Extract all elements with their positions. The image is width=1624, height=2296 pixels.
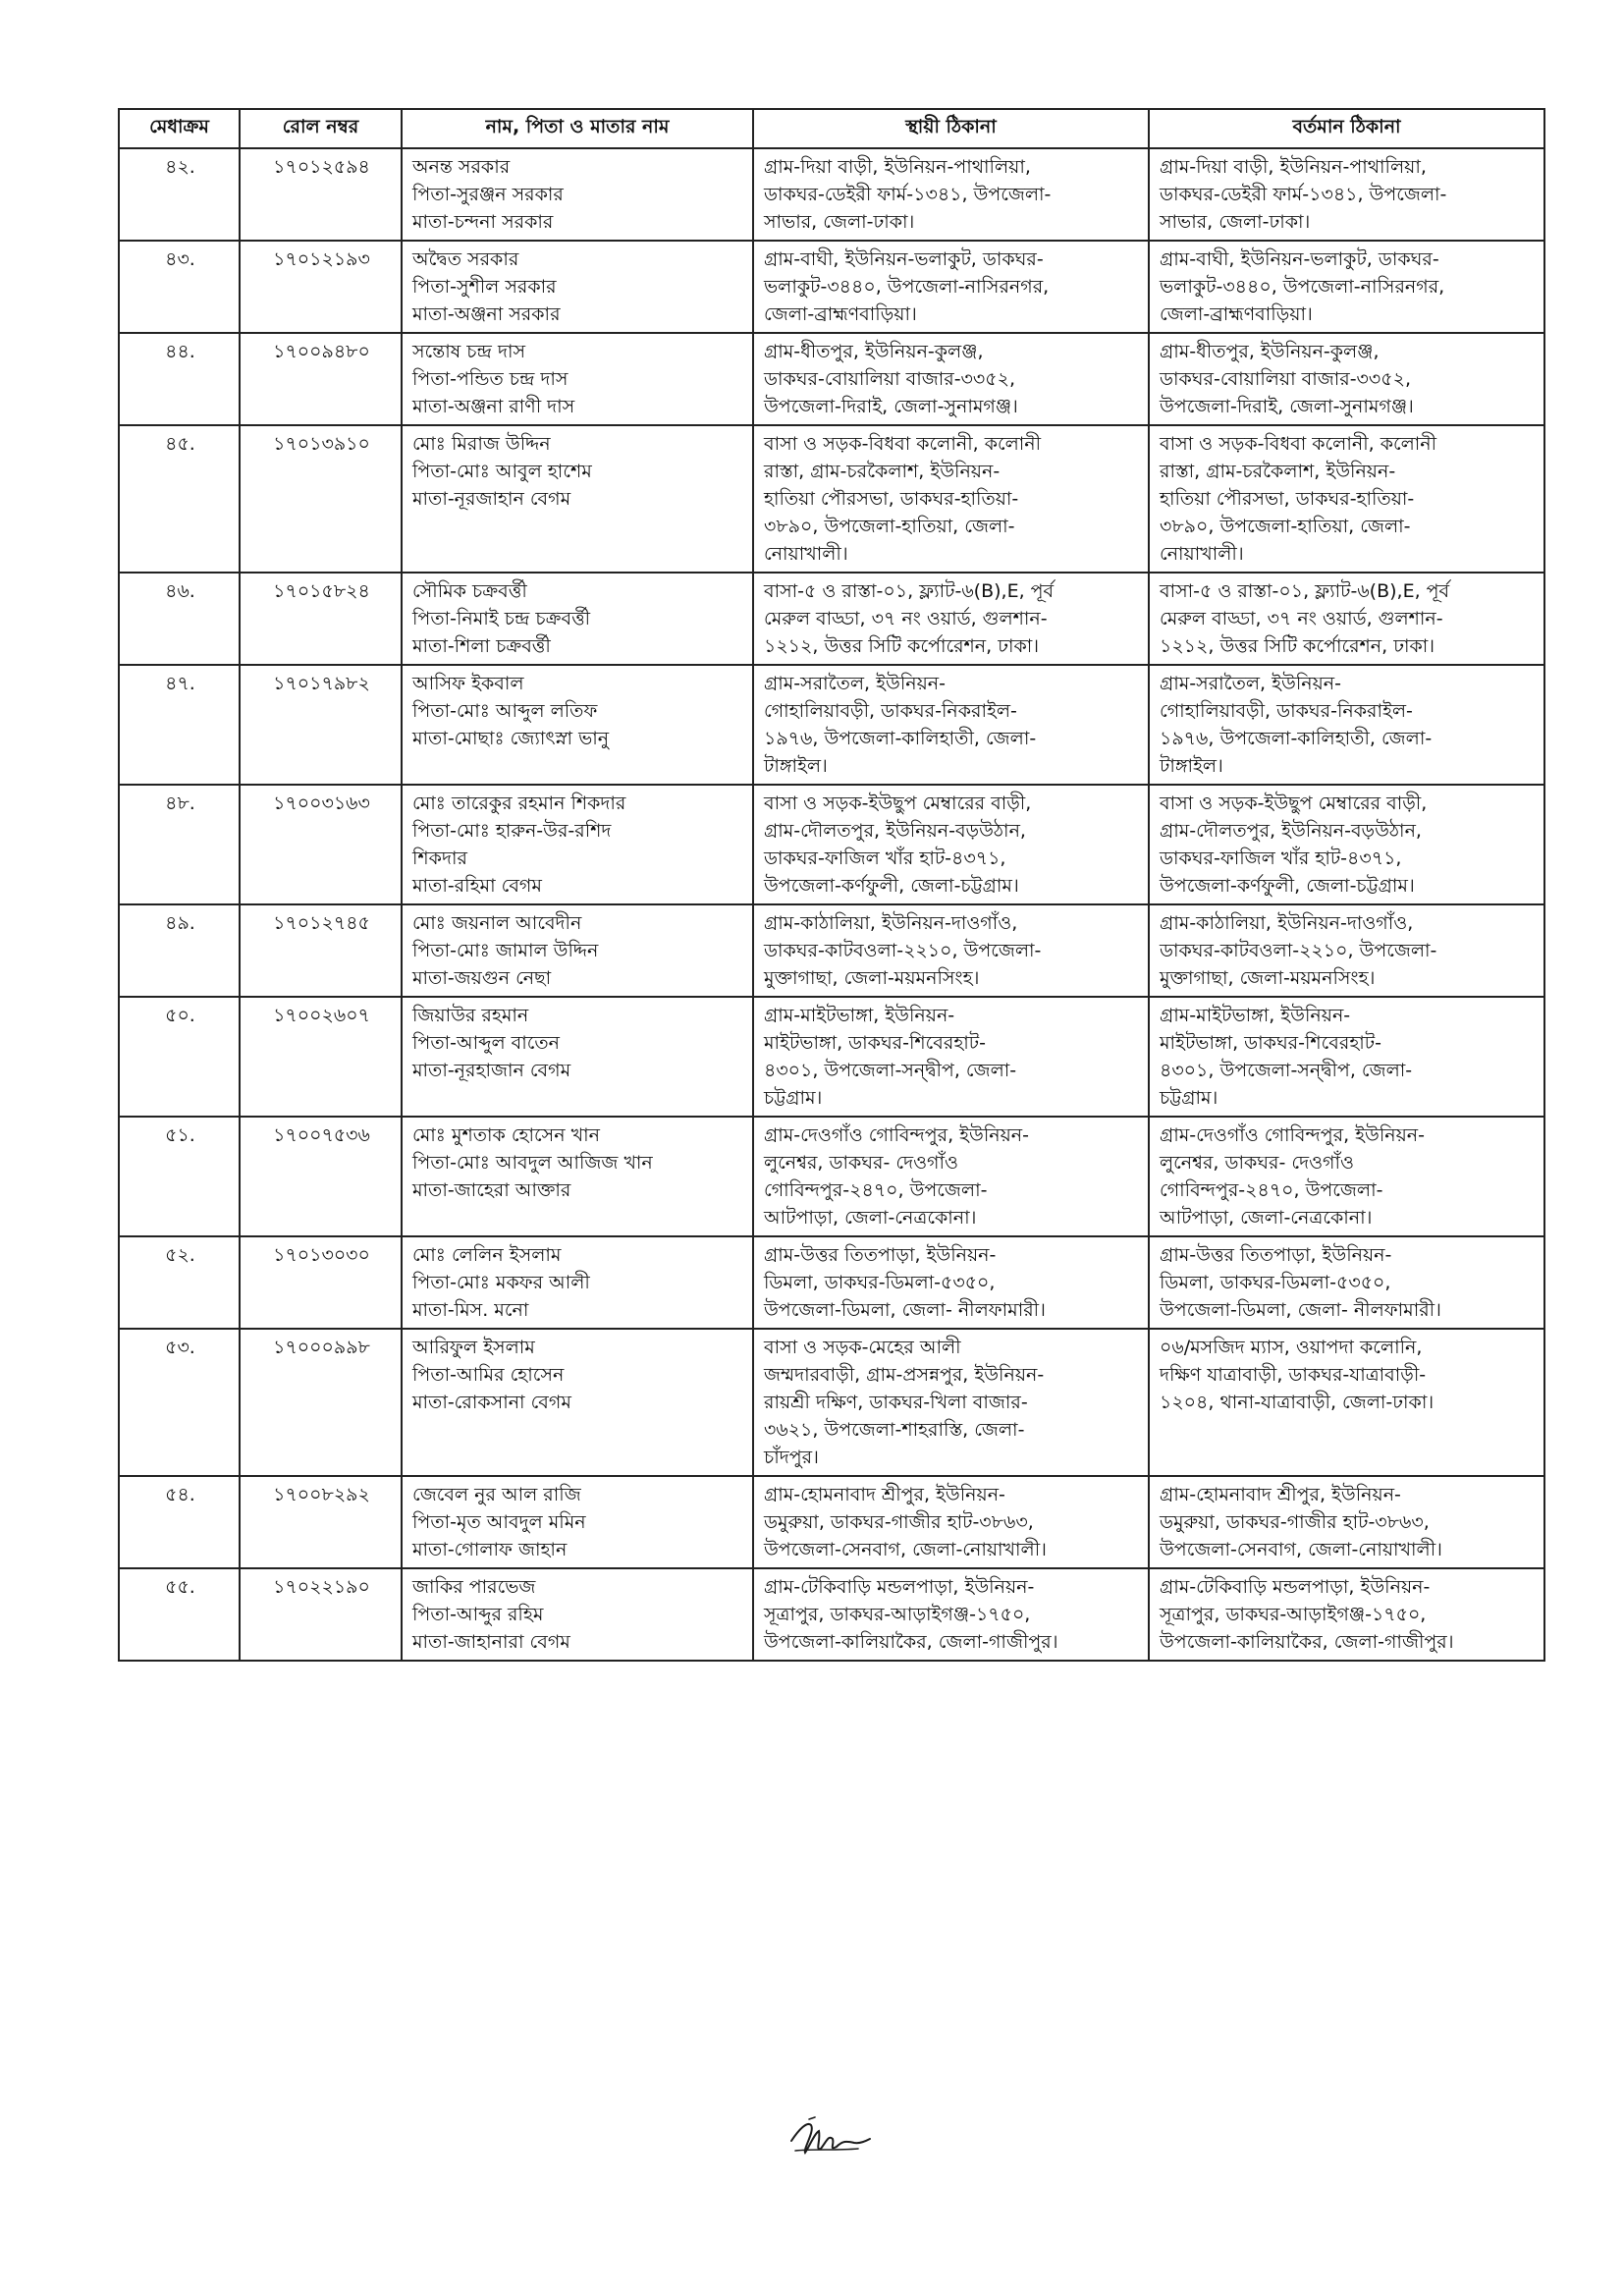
table-row <box>119 1476 1544 1568</box>
address-line: রাস্তা, গ্রাম-চরকৈলাশ, ইউনিয়ন- <box>1160 461 1396 482</box>
permanent-address-cell <box>753 1117 1149 1236</box>
name-line: পিতা-মোঃ আবদুল আজিজ খান <box>412 1152 653 1174</box>
address-line: গ্রাম-সরাতৈল, ইউনিয়ন- <box>764 673 946 694</box>
address-line: ডাকঘর-বোয়ালিয়া বাজার-৩৩৫২, <box>1160 368 1411 390</box>
name-line: মাতা-শিলা চক্রবর্ত্তী <box>412 635 551 657</box>
name-cell <box>402 785 753 904</box>
name-cell <box>402 425 753 573</box>
name-line: মাতা-নূরহাজান বেগম <box>412 1060 571 1081</box>
table-row <box>119 333 1544 425</box>
merit-number: ৪৮. <box>119 785 240 904</box>
name-cell <box>402 1117 753 1236</box>
address-line: ডাকঘর-ফাজিল খাঁর হাট-৪৩৭১, <box>1160 847 1402 869</box>
name-cell <box>402 1568 753 1661</box>
table-row <box>119 148 1544 241</box>
name-line: মাতা-মিস. মনো <box>412 1299 529 1321</box>
table-row <box>119 1236 1544 1329</box>
present-address-cell <box>1149 1329 1544 1476</box>
name-line: পিতা-আমির হোসেন <box>412 1364 565 1386</box>
address-line: বাসা-৫ ও রাস্তা-০১, ফ্ল্যাট-৬(B),E, পূর্ব <box>1160 580 1450 602</box>
address-line: গ্রাম-সরাতৈল, ইউনিয়ন- <box>1160 673 1341 694</box>
roll-number: ১৭০০৭৫৩৬ <box>240 1117 402 1236</box>
address-line: গ্রাম-দেওগাঁও গোবিন্দপুর, ইউনিয়ন- <box>1160 1124 1426 1146</box>
name-line: পিতা-মোঃ মকফর আলী <box>412 1272 590 1293</box>
address-line: মাইটভাঙ্গা, ডাকঘর-শিবেরহাট- <box>764 1032 987 1054</box>
address-line: গ্রাম-ধীতপুর, ইউনিয়ন-কুলঞ্জ, <box>764 341 984 362</box>
present-address-cell <box>1149 333 1544 425</box>
address-line: ৩৮৯০, উপজেলা-হাতিয়া, জেলা- <box>764 516 1015 537</box>
address-line: উপজেলা-ডিমলা, জেলা- নীলফামারী। <box>764 1299 1046 1321</box>
roll-number: ১৭০১৫৮২৪ <box>240 573 402 665</box>
roll-number: ১৭০০২৬০৭ <box>240 997 402 1117</box>
address-line: ভলাকুট-৩৪৪০, উপজেলা-নাসিরনগর, <box>1160 276 1445 298</box>
address-line: উপজেলা-দিরাই, জেলা-সুনামগঞ্জ। <box>1160 396 1414 417</box>
address-line: ডাকঘর-ফাজিল খাঁর হাট-৪৩৭১, <box>764 847 1006 869</box>
name-line: পিতা-সুশীল সরকার <box>412 276 557 298</box>
address-line: সূত্রাপুর, ডাকঘর-আড়াইগঞ্জ-১৭৫০, <box>1160 1604 1427 1625</box>
permanent-address-cell <box>753 333 1149 425</box>
address-line: দক্ষিণ যাত্রাবাড়ী, ডাকঘর-যাত্রাবাড়ী- <box>1160 1364 1427 1386</box>
name-cell <box>402 904 753 997</box>
address-line: গ্রাম-মাইটভাঙ্গা, ইউনিয়ন- <box>764 1005 955 1026</box>
name-line: মোঃ জয়নাল আবেদীন <box>412 912 582 934</box>
roll-number: ১৭০১২৭৪৫ <box>240 904 402 997</box>
name-cell <box>402 573 753 665</box>
address-line: সাভার, জেলা-ঢাকা। <box>1160 211 1311 233</box>
name-line: জাকির পারভেজ <box>412 1576 536 1598</box>
address-line: উপজেলা-কর্ণফুলী, জেলা-চট্টগ্রাম। <box>1160 875 1415 897</box>
name-cell <box>402 665 753 785</box>
name-line: মোঃ মুশতাক হোসেন খান <box>412 1124 600 1146</box>
merit-list-page <box>118 108 1543 1662</box>
table-body <box>119 148 1544 1661</box>
table-row <box>119 1329 1544 1476</box>
address-line: মুক্তাগাছা, জেলা-ময়মনসিংহ। <box>764 967 980 989</box>
address-line: বাসা ও সড়ক-বিধবা কলোনী, কলোনী <box>764 433 1042 455</box>
address-line: গ্রাম-দেওগাঁও গোবিন্দপুর, ইউনিয়ন- <box>764 1124 1030 1146</box>
name-line: পিতা-আব্দুর রহিম <box>412 1604 544 1625</box>
address-line: ভলাকুট-৩৪৪০, উপজেলা-নাসিরনগর, <box>764 276 1050 298</box>
permanent-address-cell <box>753 997 1149 1117</box>
name-line: অনন্ত সরকার <box>412 156 511 178</box>
roll-number: ১৭০০৮২৯২ <box>240 1476 402 1568</box>
present-address-cell <box>1149 1476 1544 1568</box>
name-line: শিকদার <box>412 847 467 869</box>
address-line: ডাকঘর-বোয়ালিয়া বাজার-৩৩৫২, <box>764 368 1015 390</box>
name-cell <box>402 333 753 425</box>
table-row <box>119 241 1544 333</box>
name-cell <box>402 1476 753 1568</box>
address-line: জেলা-ব্রাহ্মণবাড়িয়া। <box>1160 303 1313 325</box>
address-line: ডমুরুয়া, ডাকঘর-গাজীর হাট-৩৮৬৩, <box>764 1511 1034 1533</box>
address-line: ৪৩০১, উপজেলা-সন্দ্বীপ, জেলা- <box>764 1060 1017 1081</box>
address-line: নোয়াখালী। <box>764 543 848 565</box>
header-name: নাম, পিতা ও মাতার নাম <box>402 109 753 148</box>
address-line: উপজেলা-কর্ণফুলী, জেলা-চট্টগ্রাম। <box>764 875 1019 897</box>
address-line: মেরুল বাড্ডা, ৩৭ নং ওয়ার্ড, গুলশান- <box>1160 608 1443 629</box>
address-line: গ্রাম-উত্তর তিতপাড়া, ইউনিয়ন- <box>1160 1244 1392 1266</box>
address-line: ডাকঘর-কাটবওলা-২২১০, উপজেলা- <box>764 940 1042 961</box>
address-line: উপজেলা-কালিয়াকৈর, জেলা-গাজীপুর। <box>1160 1631 1454 1653</box>
table-header <box>119 109 1544 148</box>
name-line: মাতা-অঞ্জনা সরকার <box>412 303 561 325</box>
address-line: গোবিন্দপুর-২৪৭০, উপজেলা- <box>764 1179 988 1201</box>
address-line: উপজেলা-কালিয়াকৈর, জেলা-গাজীপুর। <box>764 1631 1058 1653</box>
merit-number: ৫৫. <box>119 1568 240 1661</box>
present-address-cell <box>1149 1568 1544 1661</box>
name-line: পিতা-মোঃ হারুন-উর-রশিদ <box>412 820 612 842</box>
name-line: মাতা-অঞ্জনা রাণী দাস <box>412 396 575 417</box>
address-line: ডাকঘর-ডেইরী ফার্ম-১৩৪১, উপজেলা- <box>764 184 1052 205</box>
name-line: মাতা-চন্দনা সরকার <box>412 211 554 233</box>
address-line: সাভার, জেলা-ঢাকা। <box>764 211 915 233</box>
header-merit: মেধাক্রম <box>119 109 240 148</box>
merit-number: ৪৩. <box>119 241 240 333</box>
merit-list-table <box>118 108 1545 1662</box>
roll-number: ১৭০১২১৯৩ <box>240 241 402 333</box>
roll-number: ১৭০০০৯৯৮ <box>240 1329 402 1476</box>
address-line: গ্রাম-দিয়া বাড়ী, ইউনিয়ন-পাথালিয়া, <box>1160 156 1427 178</box>
permanent-address-cell <box>753 1236 1149 1329</box>
address-line: ১২০৪, থানা-যাত্রাবাড়ী, জেলা-ঢাকা। <box>1160 1392 1435 1413</box>
address-line: আটপাড়া, জেলা-নেত্রকোনা। <box>764 1207 977 1229</box>
roll-number: ১৭০০৯৪৮০ <box>240 333 402 425</box>
address-line: গ্রাম-টেকিবাড়ি মন্ডলপাড়া, ইউনিয়ন- <box>1160 1576 1431 1598</box>
address-line: গোবিন্দপুর-২৪৭০, উপজেলা- <box>1160 1179 1383 1201</box>
address-line: গ্রাম-উত্তর তিতপাড়া, ইউনিয়ন- <box>764 1244 997 1266</box>
merit-number: ৪৪. <box>119 333 240 425</box>
address-line: গ্রাম-মাইটভাঙ্গা, ইউনিয়ন- <box>1160 1005 1351 1026</box>
present-address-cell <box>1149 785 1544 904</box>
address-line: ১৯৭৬, উপজেলা-কালিহাতী, জেলা- <box>1160 728 1433 749</box>
name-line: মাতা-মোছাঃ জ্যোৎস্না ভানু <box>412 728 610 749</box>
name-line: আরিফুল ইসলাম <box>412 1337 535 1358</box>
name-line: পিতা-নিমাই চন্দ্র চক্রবর্ত্তী <box>412 608 591 629</box>
permanent-address-cell <box>753 241 1149 333</box>
roll-number: ১৭০১৭৯৮২ <box>240 665 402 785</box>
table-row <box>119 997 1544 1117</box>
present-address-cell <box>1149 997 1544 1117</box>
table-row <box>119 425 1544 573</box>
address-line: রাস্তা, গ্রাম-চরকৈলাশ, ইউনিয়ন- <box>764 461 1001 482</box>
address-line: ৩৬২১, উপজেলা-শাহরাস্তি, জেলা- <box>764 1419 1025 1441</box>
address-line: মেরুল বাড্ডা, ৩৭ নং ওয়ার্ড, গুলশান- <box>764 608 1048 629</box>
merit-number: ৪২. <box>119 148 240 241</box>
name-cell <box>402 148 753 241</box>
present-address-cell <box>1149 573 1544 665</box>
permanent-address-cell <box>753 1568 1149 1661</box>
name-line: পিতা-মোঃ জামাল উদ্দিন <box>412 940 599 961</box>
name-line: সন্তোষ চন্দ্র দাস <box>412 341 526 362</box>
address-line: মুক্তাগাছা, জেলা-ময়মনসিংহ। <box>1160 967 1376 989</box>
permanent-address-cell <box>753 665 1149 785</box>
table-row <box>119 573 1544 665</box>
name-line: মোঃ তারেকুর রহমান শিকদার <box>412 793 626 814</box>
address-line: গোহালিয়াবড়ী, ডাকঘর-নিকরাইল- <box>764 700 1017 722</box>
present-address-cell <box>1149 1117 1544 1236</box>
address-line: ডমুরুয়া, ডাকঘর-গাজীর হাট-৩৮৬৩, <box>1160 1511 1430 1533</box>
address-line: ১২১২, উত্তর সিটি কর্পোরেশন, ঢাকা। <box>1160 635 1435 657</box>
merit-number: ৪৫. <box>119 425 240 573</box>
merit-number: ৫৩. <box>119 1329 240 1476</box>
address-line: হাতিয়া পৌরসভা, ডাকঘর-হাতিয়া- <box>1160 488 1415 510</box>
name-line: পিতা-মৃত আবদুল মমিন <box>412 1511 586 1533</box>
address-line: গ্রাম-দৌলতপুর, ইউনিয়ন-বড়উঠান, <box>764 820 1026 842</box>
present-address-cell <box>1149 1236 1544 1329</box>
name-line: পিতা-সুরঞ্জন সরকার <box>412 184 564 205</box>
permanent-address-cell <box>753 573 1149 665</box>
name-line: পিতা-আব্দুল বাতেন <box>412 1032 560 1054</box>
address-line: বাসা ও সড়ক-মেহের আলী <box>764 1337 961 1358</box>
address-line: গ্রাম-হোমনাবাদ শ্রীপুর, ইউনিয়ন- <box>1160 1484 1401 1505</box>
address-line: জম্মদারবাড়ী, গ্রাম-প্রসন্নপুর, ইউনিয়ন- <box>764 1364 1045 1386</box>
header-present-address: বর্তমান ঠিকানা <box>1149 109 1544 148</box>
address-line: টাঙ্গাইল। <box>1160 755 1223 777</box>
present-address-cell <box>1149 425 1544 573</box>
permanent-address-cell <box>753 785 1149 904</box>
address-line: গ্রাম-হোমনাবাদ শ্রীপুর, ইউনিয়ন- <box>764 1484 1005 1505</box>
name-line: মাতা-রোকসানা বেগম <box>412 1392 571 1413</box>
address-line: ১৯৭৬, উপজেলা-কালিহাতী, জেলা- <box>764 728 1037 749</box>
name-cell <box>402 241 753 333</box>
present-address-cell <box>1149 665 1544 785</box>
address-line: ডিমলা, ডাকঘর-ডিমলা-৫৩৫০, <box>764 1272 996 1293</box>
address-line: মাইটভাঙ্গা, ডাকঘর-শিবেরহাট- <box>1160 1032 1382 1054</box>
address-line: উপজেলা-সেনবাগ, জেলা-নোয়াখালী। <box>764 1539 1047 1560</box>
address-line: বাসা ও সড়ক-বিধবা কলোনী, কলোনী <box>1160 433 1437 455</box>
name-line: মাতা-জয়গুন নেছা <box>412 967 552 989</box>
address-line: লুনেশ্বর, ডাকঘর- দেওগাঁও <box>1160 1152 1354 1174</box>
merit-number: ৫১. <box>119 1117 240 1236</box>
present-address-cell <box>1149 241 1544 333</box>
header-roll: রোল নম্বর <box>240 109 402 148</box>
address-line: আটপাড়া, জেলা-নেত্রকোনা। <box>1160 1207 1373 1229</box>
address-line: রায়শ্রী দক্ষিণ, ডাকঘর-খিলা বাজার- <box>764 1392 1028 1413</box>
merit-number: ৪৭. <box>119 665 240 785</box>
table-row <box>119 665 1544 785</box>
name-line: মাতা-রহিমা বেগম <box>412 875 542 897</box>
address-line: গ্রাম-টেকিবাড়ি মন্ডলপাড়া, ইউনিয়ন- <box>764 1576 1035 1598</box>
address-line: লুনেশ্বর, ডাকঘর- দেওগাঁও <box>764 1152 958 1174</box>
present-address-cell <box>1149 148 1544 241</box>
address-line: গ্রাম-কাঠালিয়া, ইউনিয়ন-দাওগাঁও, <box>1160 912 1414 934</box>
address-line: হাতিয়া পৌরসভা, ডাকঘর-হাতিয়া- <box>764 488 1019 510</box>
address-line: গ্রাম-বাঘী, ইউনিয়ন-ভলাকুট, ডাকঘর- <box>764 248 1044 270</box>
roll-number: ১৭০২২১৯০ <box>240 1568 402 1661</box>
name-line: জিয়াউর রহমান <box>412 1005 529 1026</box>
address-line: উপজেলা-দিরাই, জেলা-সুনামগঞ্জ। <box>764 396 1018 417</box>
name-line: পিতা-পন্ডিত চন্দ্র দাস <box>412 368 568 390</box>
address-line: গ্রাম-ধীতপুর, ইউনিয়ন-কুলঞ্জ, <box>1160 341 1380 362</box>
name-line: সৌমিক চক্রবর্ত্তী <box>412 580 527 602</box>
address-line: গ্রাম-দিয়া বাড়ী, ইউনিয়ন-পাথালিয়া, <box>764 156 1031 178</box>
table-row <box>119 904 1544 997</box>
name-line: মাতা-নূরজাহান বেগম <box>412 488 571 510</box>
name-line: জেবেল নুর আল রাজি <box>412 1484 581 1505</box>
permanent-address-cell <box>753 1476 1149 1568</box>
permanent-address-cell <box>753 904 1149 997</box>
address-line: বাসা ও সড়ক-ইউছুপ মেম্বারের বাড়ী, <box>764 793 1032 814</box>
address-line: গ্রাম-কাঠালিয়া, ইউনিয়ন-দাওগাঁও, <box>764 912 1018 934</box>
present-address-cell <box>1149 904 1544 997</box>
name-cell <box>402 1329 753 1476</box>
address-line: বাসা ও সড়ক-ইউছুপ মেম্বারের বাড়ী, <box>1160 793 1428 814</box>
address-line: গোহালিয়াবড়ী, ডাকঘর-নিকরাইল- <box>1160 700 1413 722</box>
address-line: উপজেলা-সেনবাগ, জেলা-নোয়াখালী। <box>1160 1539 1442 1560</box>
address-line: চট্টগ্রাম। <box>1160 1087 1218 1109</box>
address-line: চট্টগ্রাম। <box>764 1087 823 1109</box>
roll-number: ১৭০১২৫৯৪ <box>240 148 402 241</box>
merit-number: ৪৯. <box>119 904 240 997</box>
roll-number: ১৭০১৩৯১০ <box>240 425 402 573</box>
address-line: চাঁদপুর। <box>764 1447 819 1468</box>
table-row <box>119 785 1544 904</box>
name-cell <box>402 1236 753 1329</box>
name-line: অদ্বৈত সরকার <box>412 248 519 270</box>
name-line: মাতা-জাহানারা বেগম <box>412 1631 570 1653</box>
merit-number: ৫৪. <box>119 1476 240 1568</box>
address-line: জেলা-ব্রাহ্মণবাড়িয়া। <box>764 303 917 325</box>
name-line: মোঃ মিরাজ উদ্দিন <box>412 433 551 455</box>
name-line: পিতা-মোঃ আব্দুল লতিফ <box>412 700 598 722</box>
address-line: উপজেলা-ডিমলা, জেলা- নীলফামারী। <box>1160 1299 1441 1321</box>
address-line: ৪৩০১, উপজেলা-সন্দ্বীপ, জেলা- <box>1160 1060 1413 1081</box>
address-line: গ্রাম-বাঘী, ইউনিয়ন-ভলাকুট, ডাকঘর- <box>1160 248 1439 270</box>
permanent-address-cell <box>753 148 1149 241</box>
name-cell <box>402 997 753 1117</box>
merit-number: ৫০. <box>119 997 240 1117</box>
address-line: ০৬/মসজিদ ম্যাস, ওয়াপদা কলোনি, <box>1160 1337 1423 1358</box>
signature <box>785 2111 874 2160</box>
address-line: টাঙ্গাইল। <box>764 755 828 777</box>
address-line: ডাকঘর-কাটবওলা-২২১০, উপজেলা- <box>1160 940 1437 961</box>
address-line: নোয়াখালী। <box>1160 543 1244 565</box>
name-line: মাতা-জাহেরা আক্তার <box>412 1179 571 1201</box>
address-line: ডাকঘর-ডেইরী ফার্ম-১৩৪১, উপজেলা- <box>1160 184 1447 205</box>
merit-number: ৫২. <box>119 1236 240 1329</box>
roll-number: ১৭০১৩০৩০ <box>240 1236 402 1329</box>
permanent-address-cell <box>753 1329 1149 1476</box>
merit-number: ৪৬. <box>119 573 240 665</box>
address-line: গ্রাম-দৌলতপুর, ইউনিয়ন-বড়উঠান, <box>1160 820 1422 842</box>
table-row <box>119 1568 1544 1661</box>
address-line: ১২১২, উত্তর সিটি কর্পোরেশন, ঢাকা। <box>764 635 1040 657</box>
header-permanent-address: স্থায়ী ঠিকানা <box>753 109 1149 148</box>
table-row <box>119 1117 1544 1236</box>
name-line: পিতা-মোঃ আবুল হাশেম <box>412 461 592 482</box>
roll-number: ১৭০০৩১৬৩ <box>240 785 402 904</box>
address-line: সূত্রাপুর, ডাকঘর-আড়াইগঞ্জ-১৭৫০, <box>764 1604 1031 1625</box>
permanent-address-cell <box>753 425 1149 573</box>
name-line: আসিফ ইকবাল <box>412 673 524 694</box>
name-line: মোঃ লেলিন ইসলাম <box>412 1244 562 1266</box>
address-line: বাসা-৫ ও রাস্তা-০১, ফ্ল্যাট-৬(B),E, পূর্ব <box>764 580 1055 602</box>
address-line: ডিমলা, ডাকঘর-ডিমলা-৫৩৫০, <box>1160 1272 1391 1293</box>
address-line: ৩৮৯০, উপজেলা-হাতিয়া, জেলা- <box>1160 516 1411 537</box>
name-line: মাতা-গোলাফ জাহান <box>412 1539 568 1560</box>
